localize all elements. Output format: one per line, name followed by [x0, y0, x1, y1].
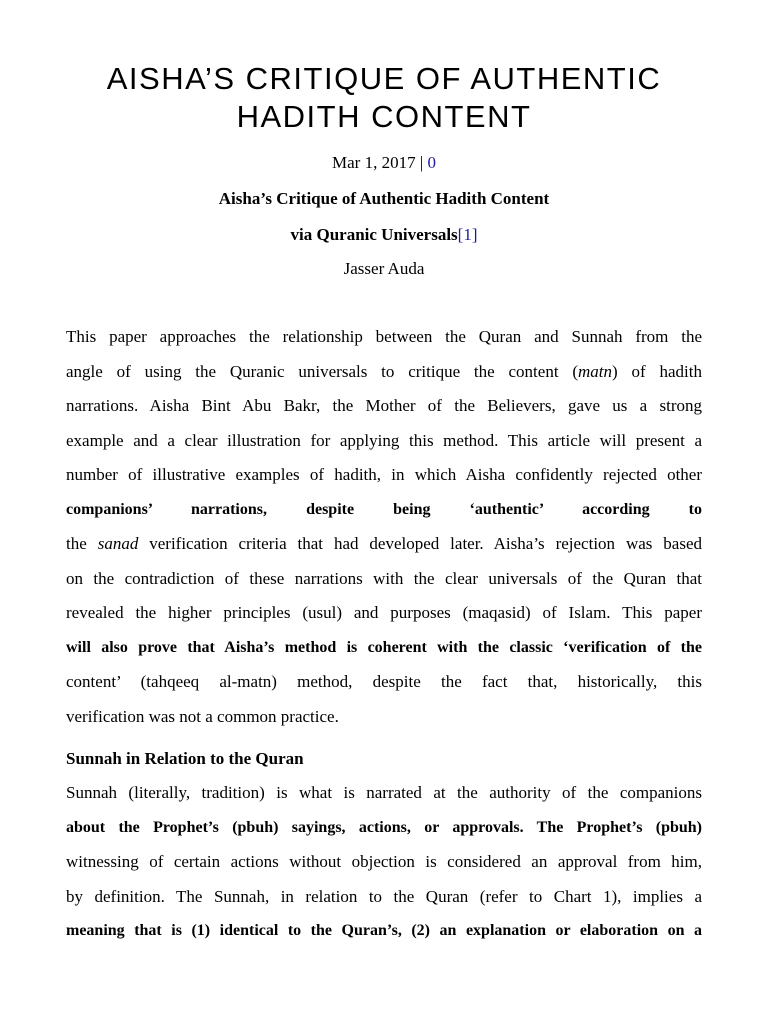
section-paragraph [66, 782, 702, 955]
sanad-term: sanad [97, 534, 139, 553]
line-text: ) of hadith [612, 361, 702, 381]
footnote-ref-link[interactable]: [1] [457, 225, 478, 244]
line-text: angle of using the Quranic universals to critique the content ( [66, 361, 579, 381]
paragraph-line: This paper approaches the relationship between the Quran and Sunnah from the [66, 327, 702, 346]
paragraph-line [66, 533, 702, 568]
paragraph-line: will also prove that Aisha’s method is coherent with the classic ‘verification of the [66, 638, 702, 656]
post-date: Mar 1, 2017 [332, 153, 416, 172]
meta-separator: | [415, 153, 428, 172]
paragraph-line: narrations. Aisha Bint Abu Bakr, the Mother of the Believers, gave us a strong [66, 396, 702, 415]
paragraph-line [66, 361, 702, 396]
paragraph-line: number of illustrative examples of hadith, in which Aisha confidently rejected other [66, 465, 702, 484]
paragraph-line: witnessing of certain actions without objection is considered an approval from him, [66, 852, 702, 871]
paragraph-line: content’ (tahqeeq al-matn) method, despite the fact that, historically, this [66, 672, 702, 691]
matn-term: matn [578, 361, 613, 381]
subtitle-text: via Quranic Universals [290, 225, 458, 244]
paragraph-line: Sunnah (literally, tradition) is what is narrated at the authority of the companions [66, 783, 702, 802]
author-name: Jasser Auda [343, 259, 425, 278]
subtitle-line-1: Aisha’s Critique of Authentic Hadith Content [218, 189, 550, 208]
paragraph-line: on the contradiction of these narrations with the clear universals of the Quran that [66, 568, 702, 588]
paragraph-line: companions’ narrations, despite being ‘authentic’ according to [66, 500, 702, 518]
paragraph-line: about the Prophet’s (pbuh) sayings, actions, or approvals. The Prophet’s (pbuh) [66, 818, 702, 836]
paragraph-line: example and a clear illustration for applying this method. This article will present a [66, 430, 702, 450]
title-line-1: AISHA’S CRITIQUE OF AUTHENTIC [106, 61, 662, 96]
paragraph-line: verification was not a common practice. [66, 706, 339, 726]
line-text: the [66, 534, 87, 553]
paragraph-line: meaning that is (1) identical to the Quran’s, (2) an explanation or elaboration on a [66, 922, 702, 939]
paragraph-line: by definition. The Sunnah, in relation to the Quran (refer to Chart 1), implies a [66, 886, 702, 906]
title-line-2: HADITH CONTENT [236, 99, 532, 134]
line-text: verification criteria that had developed later. Aisha’s rejection was based [138, 534, 703, 553]
post-meta [0, 152, 768, 174]
intro-paragraph [66, 326, 702, 740]
subtitle-line-2 [0, 224, 768, 246]
article-title [40, 60, 728, 136]
section-heading: Sunnah in Relation to the Quran [66, 749, 304, 768]
comments-link[interactable]: 0 [427, 153, 436, 172]
paragraph-line: revealed the higher principles (usul) and purposes (maqasid) of Islam. This paper [66, 603, 702, 622]
